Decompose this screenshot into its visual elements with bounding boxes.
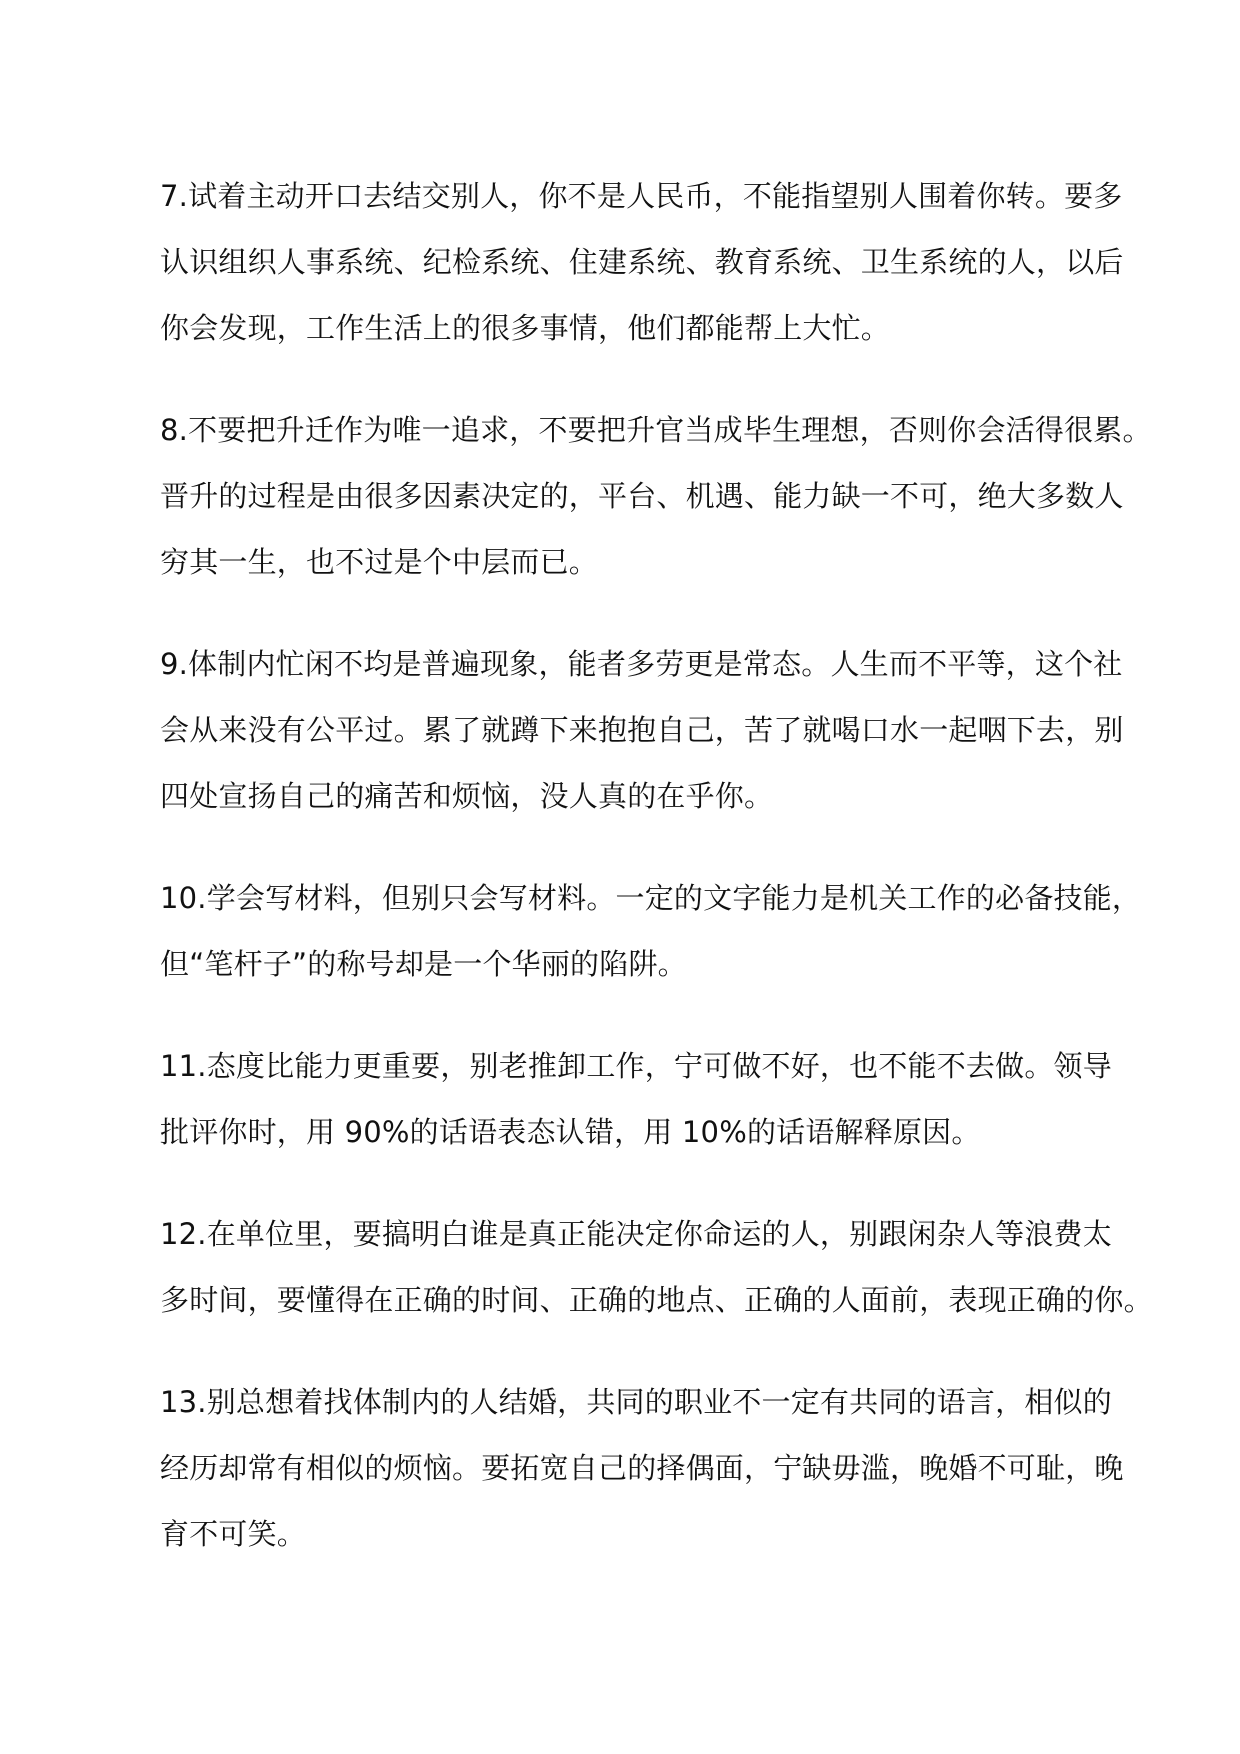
paragraph-item-11 xyxy=(160,1033,1112,1165)
paragraph-line: 你会发现，工作生活上的很多事情，他们都能帮上大忙。 xyxy=(160,311,891,345)
paragraph-line: 多时间，要懂得在正确的时间、正确的地点、正确的人面前，表现正确的你。 xyxy=(160,1283,1153,1317)
paragraph-line: 10.学会写材料，但别只会写材料。一定的文字能力是机关工作的必备技能， xyxy=(160,881,1142,915)
paragraph-line: 批评你时，用 90%的话语表态认错，用 10%的话语解释原因。 xyxy=(160,1115,981,1149)
paragraph-spacer xyxy=(160,1333,1105,1369)
paragraph-line: 11.态度比能力更重要，别老推卸工作，宁可做不好，也不能不去做。领导 xyxy=(160,1049,1112,1083)
paragraph-line: 晋升的过程是由很多因素决定的，平台、机遇、能力缺一不可，绝大多数人 xyxy=(160,479,1124,513)
paragraph-spacer xyxy=(160,595,1105,631)
paragraph-line: 育不可笑。 xyxy=(160,1517,307,1551)
paragraph-item-8 xyxy=(160,397,1152,595)
paragraph-line: 穷其一生，也不过是个中层而已。 xyxy=(160,545,599,579)
paragraph-line: 认识组织人事系统、纪检系统、住建系统、教育系统、卫生系统的人，以后 xyxy=(160,245,1124,279)
paragraph-line: 经历却常有相似的烦恼。要拓宽自己的择偶面，宁缺毋滥，晚婚不可耻，晚 xyxy=(160,1451,1124,1485)
paragraph-line: 但“笔杆子”的称号却是一个华丽的陷阱。 xyxy=(160,947,687,981)
paragraph-item-9 xyxy=(160,631,1124,829)
paragraph-line: 12.在单位里，要搞明白谁是真正能决定你命运的人，别跟闲杂人等浪费太 xyxy=(160,1217,1112,1251)
paragraph-spacer xyxy=(160,829,1105,865)
paragraph-item-10 xyxy=(160,865,1142,997)
paragraph-item-7 xyxy=(160,163,1124,361)
paragraph-line: 9.体制内忙闲不均是普遍现象，能者多劳更是常态。人生而不平等，这个社 xyxy=(160,647,1123,681)
article-body xyxy=(160,163,1153,1567)
paragraph-spacer xyxy=(160,1165,1105,1201)
paragraph-item-13 xyxy=(160,1369,1124,1567)
paragraph-line: 8.不要把升迁作为唯一追求，不要把升官当成毕生理想，否则你会活得很累。 xyxy=(160,413,1152,447)
paragraph-line: 7.试着主动开口去结交别人，你不是人民币，不能指望别人围着你转。要多 xyxy=(160,179,1123,213)
paragraph-line: 四处宣扬自己的痛苦和烦恼，没人真的在乎你。 xyxy=(160,779,774,813)
paragraph-line: 13.别总想着找体制内的人结婚，共同的职业不一定有共同的语言，相似的 xyxy=(160,1385,1112,1419)
paragraph-line: 会从来没有公平过。累了就蹲下来抱抱自己，苦了就喝口水一起咽下去，别 xyxy=(160,713,1124,747)
paragraph-spacer xyxy=(160,997,1105,1033)
paragraph-item-12 xyxy=(160,1201,1153,1333)
paragraph-spacer xyxy=(160,361,1105,397)
